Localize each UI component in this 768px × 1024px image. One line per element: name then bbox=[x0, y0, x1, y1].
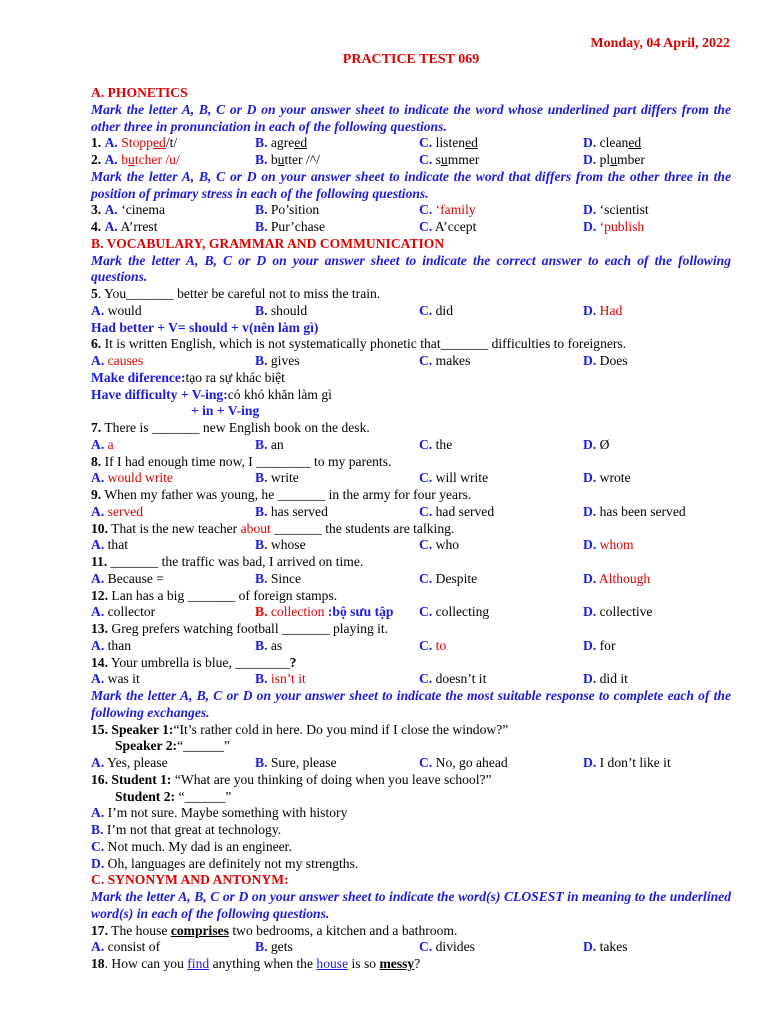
question-5-options bbox=[91, 303, 731, 320]
question-11-options bbox=[91, 571, 731, 588]
option-d: D. Had bbox=[583, 302, 623, 318]
question-5-stem: 5. You_______ better be careful not to miss the train. bbox=[91, 286, 381, 301]
option-a: A. causes bbox=[91, 353, 144, 368]
option-b: B. collection :bộ sưu tập bbox=[255, 604, 394, 620]
option-b: B. an bbox=[255, 436, 284, 452]
question-18-stem: 18. How can you find anything when the house is so messy? bbox=[91, 956, 421, 971]
option-c: C. divides bbox=[419, 939, 475, 955]
option-c: C. had served bbox=[419, 503, 495, 519]
option-b: B. as bbox=[255, 637, 283, 653]
option-a: A. consist of bbox=[91, 939, 161, 955]
content bbox=[91, 85, 731, 973]
option-b: B. butter /^/ bbox=[255, 152, 320, 167]
option-c: C. ‘family bbox=[419, 202, 476, 218]
question-15-stem: 15. Speaker 1:“It’s rather cold in here. Do you mind if I close the window?” bbox=[91, 721, 509, 737]
question-16-stem: 16. Student 1: “What are you thinking of doing when you leave school?” bbox=[91, 771, 492, 787]
option-a: 4. A. A’rrest bbox=[91, 219, 158, 234]
question-8-options bbox=[91, 470, 731, 487]
question-9-options bbox=[91, 504, 731, 521]
option-c: C. Not much. My dad is an engineer. bbox=[91, 838, 292, 854]
instruction: Mark the letter A, B, C or D on your answer sheet to indicate the correct answer to each of the following questions. bbox=[91, 252, 731, 285]
question-6-stem: 6. It is written English, which is not systematically phonetic that_______ difficulties to foreigners. bbox=[91, 336, 627, 352]
option-b: B. Since bbox=[255, 570, 302, 586]
question-16-response: Student 2: “______” bbox=[115, 788, 232, 804]
vocab-note: + in + V-ing bbox=[191, 403, 260, 419]
option-b: B. gets bbox=[255, 939, 293, 955]
option-a: A. collector bbox=[91, 604, 156, 620]
question-9-stem: 9. When my father was young, he _______ in the army for four years. bbox=[91, 487, 472, 502]
option-a: A. that bbox=[91, 537, 129, 553]
question-17-stem: 17. The house comprises two bedrooms, a kitchen and a bathroom. bbox=[91, 922, 458, 938]
option-b: B. gives bbox=[255, 353, 300, 368]
question-17-options bbox=[91, 939, 731, 956]
underlined-word-house: house bbox=[316, 956, 349, 971]
grammar-note: Had better + V= should + v(nên làm gì) bbox=[91, 319, 319, 335]
question-4 bbox=[91, 219, 731, 236]
option-b: B. Po’sition bbox=[255, 202, 320, 218]
option-c: C. collecting bbox=[419, 604, 490, 620]
test-title: PRACTICE TEST 069 bbox=[342, 52, 480, 67]
option-c: C. listened bbox=[419, 135, 478, 151]
option-d: D. wrote bbox=[583, 470, 631, 486]
option-c: C. who bbox=[419, 537, 460, 553]
question-15-options bbox=[91, 755, 731, 772]
question-2 bbox=[91, 152, 731, 169]
option-d: D. Although bbox=[583, 570, 651, 586]
option-b: B. agreed bbox=[255, 135, 308, 151]
question-14-options bbox=[91, 671, 731, 688]
option-a: 3. A. ‘cinema bbox=[91, 202, 166, 218]
option-d: D. ‘publish bbox=[583, 219, 645, 234]
option-c: C. the bbox=[419, 436, 453, 452]
option-c: C. Despite bbox=[419, 570, 478, 586]
question-13-options bbox=[91, 638, 731, 655]
question-14-stem: 14. Your umbrella is blue, ________? bbox=[91, 654, 297, 670]
question-11-stem: 11. _______ the traffic was bad, I arrived on time. bbox=[91, 554, 364, 569]
instruction: Mark the letter A, B, C or D on your answer sheet to indicate the word that differs from the other three in the position of primary stress in each of the following questions. bbox=[91, 168, 731, 201]
option-d: D. collective bbox=[583, 604, 653, 620]
option-d: D. takes bbox=[583, 939, 628, 955]
option-b: B. Pur’chase bbox=[255, 219, 325, 234]
option-d: D. for bbox=[583, 637, 616, 653]
option-b: B. I’m not that great at technology. bbox=[91, 822, 282, 837]
question-13-stem: 13. Greg prefers watching football _______ playing it. bbox=[91, 621, 389, 636]
option-d: D. whom bbox=[583, 537, 634, 553]
option-c: C. will write bbox=[419, 470, 489, 486]
option-a: A. Because = bbox=[91, 570, 164, 586]
option-a: A. than bbox=[91, 637, 132, 653]
question-6-options bbox=[91, 353, 731, 370]
option-c: C. did bbox=[419, 302, 453, 318]
vocab-note: Have difficulty + V-ing:có khó khăn làm gì bbox=[91, 386, 332, 402]
underlined-word-find: find bbox=[187, 956, 210, 971]
option-b: B. has served bbox=[255, 503, 328, 519]
section-c-heading: C. SYNONYM AND ANTONYM: bbox=[91, 872, 289, 888]
option-d: D. has been served bbox=[583, 503, 686, 519]
instruction: Mark the letter A, B, C or D on your answer sheet to indicate the word(s) CLOSEST in meaning to the underlined word(s) in each of the following questions. bbox=[91, 889, 731, 921]
vocab-note: Make diference:tạo ra sự khác biệt bbox=[91, 369, 285, 385]
option-b: B. isn’t it bbox=[255, 671, 306, 687]
question-7-stem: 7. There is _______ new English book on the desk. bbox=[91, 420, 370, 435]
option-c: C. A’ccept bbox=[419, 219, 477, 234]
section-a-heading: A. PHONETICS bbox=[91, 85, 188, 100]
option-d: D. Ø bbox=[583, 436, 610, 452]
option-c: C. summer bbox=[419, 152, 480, 167]
option-a: A. served bbox=[91, 503, 144, 519]
question-15-response: Speaker 2:“______” bbox=[115, 738, 230, 754]
instruction: Mark the letter A, B, C or D on your answer sheet to indicate the word whose underlined part differs from the other three in pronunciation in each of the following questions. bbox=[91, 101, 731, 134]
option-c: C. doesn’t it bbox=[419, 671, 487, 687]
option-d: D. cleaned bbox=[583, 135, 642, 151]
option-d: D. ‘scientist bbox=[583, 202, 649, 218]
option-c: C. to bbox=[419, 637, 447, 653]
question-12-stem: 12. Lan has a big _______ of foreign stamps. bbox=[91, 587, 338, 603]
option-d: D. plumber bbox=[583, 152, 645, 167]
option-a: A. would bbox=[91, 302, 142, 318]
option-a: A. a bbox=[91, 436, 114, 452]
option-a: A. was it bbox=[91, 671, 140, 687]
option-a: A. Yes, please bbox=[91, 755, 168, 770]
option-a: 1. A. Stopped/t/ bbox=[91, 135, 178, 151]
date: Monday, 04 April, 2022 bbox=[590, 36, 730, 51]
question-12-options bbox=[91, 604, 731, 621]
question-7-options bbox=[91, 437, 731, 454]
option-a: 2. A. butcher /u/ bbox=[91, 152, 180, 167]
option-c: C. makes bbox=[419, 353, 471, 368]
option-b: B. Sure, please bbox=[255, 755, 337, 770]
option-b: B. whose bbox=[255, 537, 306, 553]
option-a: A. I’m not sure. Maybe something with history bbox=[91, 805, 348, 821]
option-b: B. should bbox=[255, 302, 308, 318]
question-10-options bbox=[91, 537, 731, 554]
option-a: A. would write bbox=[91, 470, 173, 486]
question-10-stem: 10. That is the new teacher about _______ the students are talking. bbox=[91, 520, 455, 536]
option-b: B. write bbox=[255, 470, 299, 486]
section-b-heading: B. VOCABULARY, GRAMMAR AND COMMUNICATION bbox=[91, 235, 445, 251]
option-d: D. I don’t like it bbox=[583, 755, 671, 770]
instruction: Mark the letter A, B, C or D on your answer sheet to indicate the most suitable response to complete each of the following exchanges. bbox=[91, 688, 731, 720]
question-3 bbox=[91, 202, 731, 219]
option-d: D. Does bbox=[583, 353, 628, 368]
option-d: D. did it bbox=[583, 671, 628, 687]
question-1 bbox=[91, 135, 731, 152]
option-c: C. No, go ahead bbox=[419, 755, 508, 770]
option-d: D. Oh, languages are definitely not my strengths. bbox=[91, 855, 359, 871]
question-8-stem: 8. If I had enough time now, I ________ to my parents. bbox=[91, 453, 392, 469]
